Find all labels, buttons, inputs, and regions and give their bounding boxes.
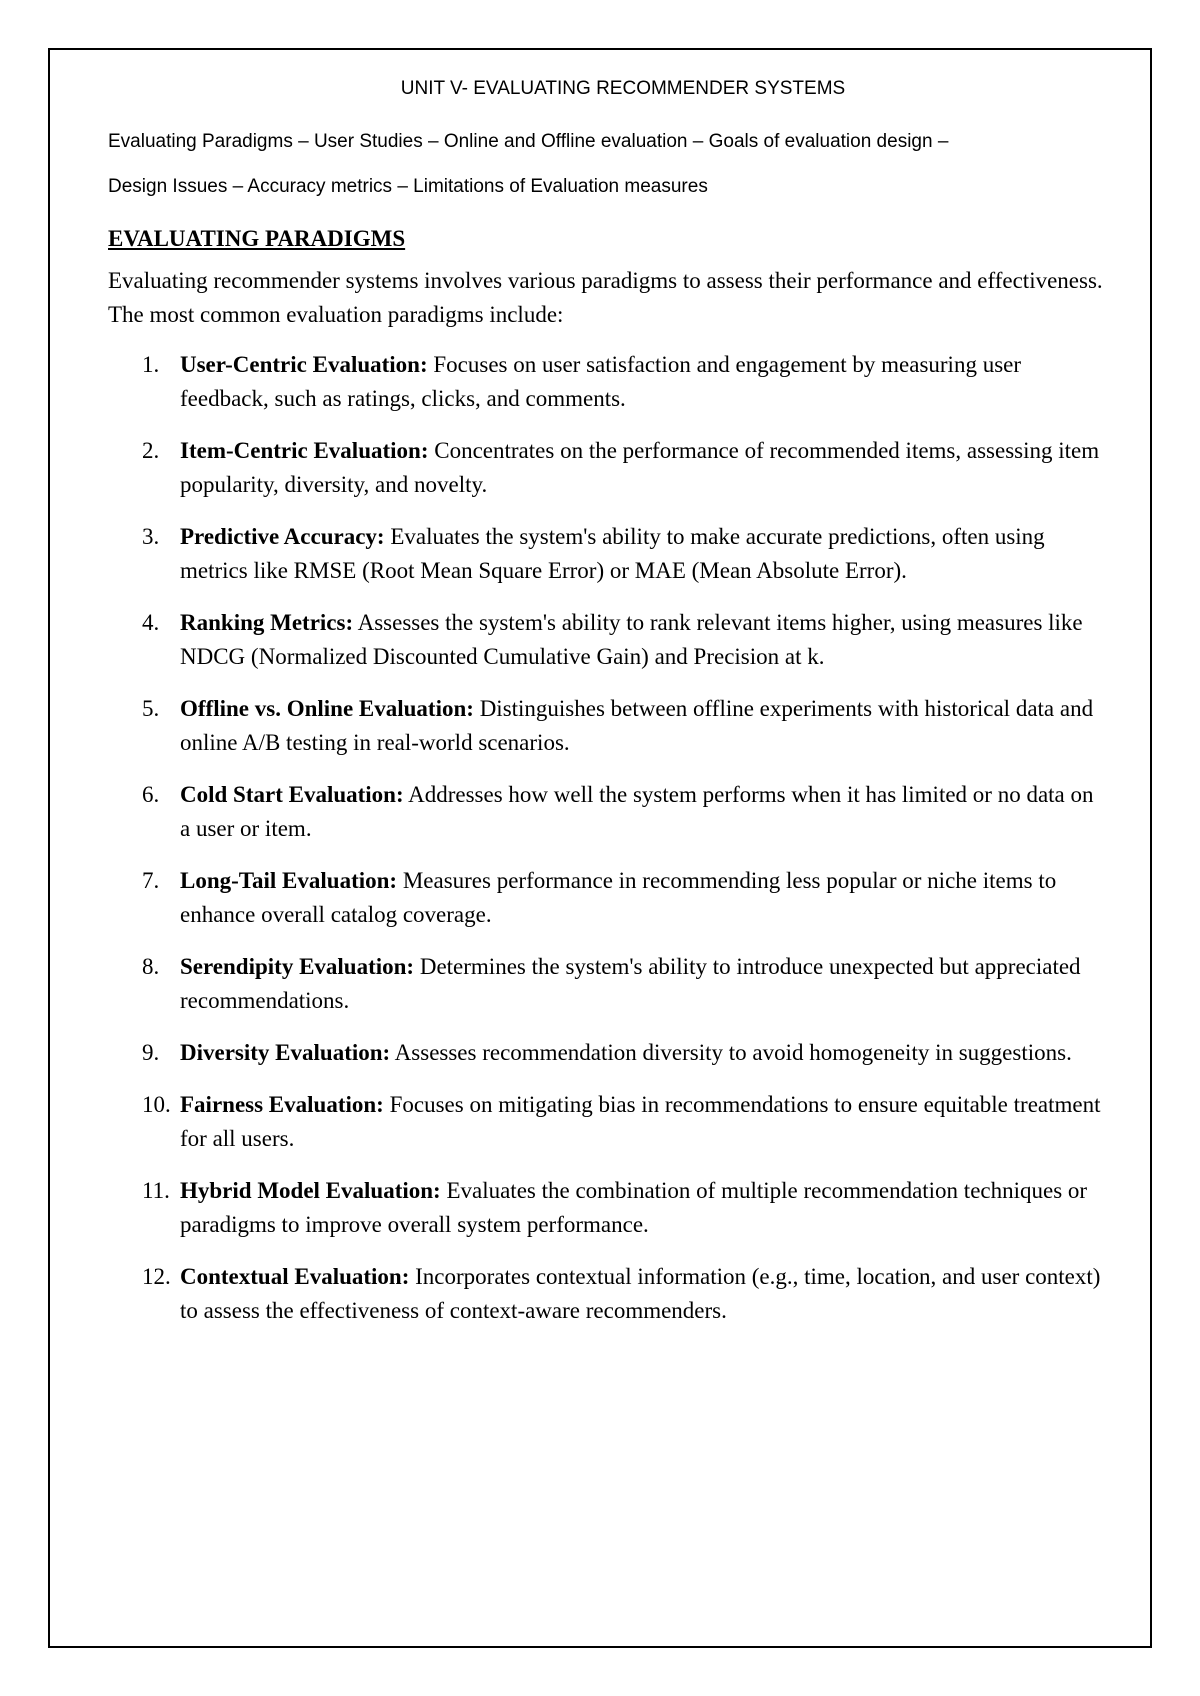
item-term: Ranking Metrics:: [180, 610, 354, 636]
list-item: [108, 1088, 1108, 1156]
item-term: Hybrid Model Evaluation:: [180, 1178, 441, 1204]
item-number: 5.: [142, 696, 160, 722]
item-number: 1.: [142, 352, 160, 378]
item-text: Distinguishes between offline experiments with historical data and online A/B testing in real-world scenarios.: [180, 696, 1094, 756]
item-text: Concentrates on the performance of recommended items, assessing item popularity, diversity, and novelty.: [180, 438, 1100, 498]
list-item: [108, 1260, 1108, 1328]
item-text: Determines the system's ability to introduce unexpected but appreciated recommendations.: [180, 954, 1081, 1014]
item-text: Measures performance in recommending less popular or niche items to enhance overall catalog coverage.: [180, 868, 1057, 928]
item-term: Offline vs. Online Evaluation:: [180, 696, 474, 722]
item-number: 7.: [142, 868, 160, 894]
item-term: Contextual Evaluation:: [180, 1264, 410, 1290]
list-item: [108, 864, 1108, 932]
item-number: 6.: [142, 782, 160, 808]
item-term: User-Centric Evaluation:: [180, 352, 428, 378]
topics-list: [108, 119, 1108, 209]
list-item: [108, 520, 1108, 588]
topics-line-2: Design Issues – Accuracy metrics – Limitations of Evaluation measures: [108, 175, 708, 197]
list-item: [108, 348, 1108, 416]
paradigm-list: [108, 348, 1108, 1328]
list-item: [108, 692, 1108, 760]
unit-title: UNIT V- EVALUATING RECOMMENDER SYSTEMS: [400, 78, 846, 99]
document-content: [108, 72, 1108, 1346]
list-item: [108, 778, 1108, 846]
topics-line-1: Evaluating Paradigms – User Studies – Online and Offline evaluation – Goals of evaluation design –: [108, 130, 949, 152]
item-term: Cold Start Evaluation:: [180, 782, 404, 808]
item-number: 2.: [142, 438, 160, 464]
item-term: Predictive Accuracy:: [180, 524, 385, 550]
item-number: 9.: [142, 1040, 160, 1066]
list-item: [108, 434, 1108, 502]
item-number: 12.: [142, 1264, 171, 1290]
item-text: Focuses on mitigating bias in recommendations to ensure equitable treatment for all users.: [180, 1092, 1101, 1152]
item-text: Assesses recommendation diversity to avoid homogeneity in suggestions.: [390, 1040, 1072, 1066]
item-term: Diversity Evaluation:: [180, 1040, 391, 1066]
item-number: 8.: [142, 954, 160, 980]
item-number: 11.: [142, 1178, 170, 1204]
item-text: Incorporates contextual information (e.g., time, location, and user context) to assess the effectiveness of context-aware recommenders.: [180, 1264, 1101, 1324]
list-item: [108, 606, 1108, 674]
item-text: Assesses the system's ability to rank relevant items higher, using measures like NDCG (Normalized Discounted Cumulative Gain) and Precision at k.: [180, 610, 1083, 670]
item-term: Long-Tail Evaluation:: [180, 868, 398, 894]
section-heading: EVALUATING PARADIGMS: [108, 225, 406, 251]
item-term: Fairness Evaluation:: [180, 1092, 384, 1118]
item-text: Evaluates the combination of multiple recommendation techniques or paradigms to improve overall system performance.: [180, 1178, 1088, 1238]
list-item: [108, 1036, 1108, 1070]
item-number: 10.: [142, 1092, 171, 1118]
item-term: Serendipity Evaluation:: [180, 954, 415, 980]
item-text: Evaluates the system's ability to make accurate predictions, often using metrics like RMSE (Root Mean Square Error) or MAE (Mean Absolute Error).: [180, 524, 1045, 584]
item-text: Addresses how well the system performs when it has limited or no data on a user or item.: [180, 782, 1094, 842]
item-number: 4.: [142, 610, 160, 636]
intro-paragraph: Evaluating recommender systems involves various paradigms to assess their performance and effectiveness. The most common evaluation paradigms include:: [108, 268, 1103, 328]
item-term: Item-Centric Evaluation:: [180, 438, 429, 464]
item-text: Focuses on user satisfaction and engagement by measuring user feedback, such as ratings, clicks, and comments.: [180, 352, 1022, 412]
list-item: [108, 1174, 1108, 1242]
item-number: 3.: [142, 524, 160, 550]
list-item: [108, 950, 1108, 1018]
